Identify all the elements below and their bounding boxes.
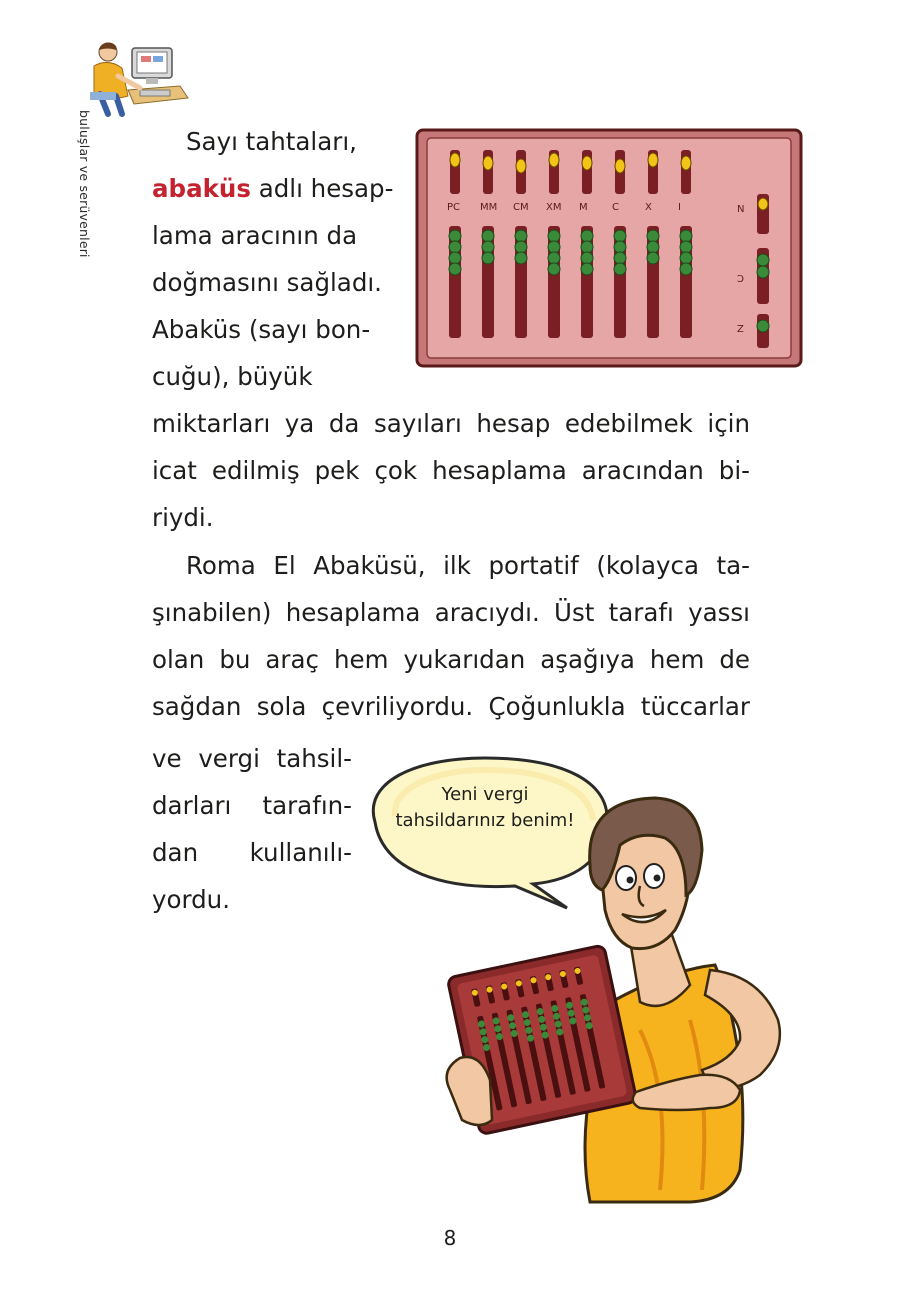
abacus-bead-green <box>581 230 593 242</box>
abacus-bead-green <box>482 230 494 242</box>
abacus-bead-green <box>647 230 659 242</box>
intro-line-2-rest: adlı hesap- <box>250 174 394 203</box>
abacus-bead-green <box>757 254 769 266</box>
abacus-bead-green <box>680 230 692 242</box>
para3-line-4: sağdan sola çevriliyordu. Çoğunlukla tüccarlar <box>152 692 750 721</box>
abacus-column-label: CM <box>513 202 529 213</box>
intro-paragraph <box>152 118 412 400</box>
abacus-bead-green <box>680 263 692 275</box>
abacus-bead-green <box>581 252 593 264</box>
abacus-side-label: Ɔ <box>737 274 745 285</box>
abacus-column-label: MM <box>480 202 498 213</box>
abacus-bead-green <box>680 252 692 264</box>
abacus-bead-yellow <box>681 156 691 170</box>
abacus-bead-green <box>515 241 527 253</box>
abacus-column-label: M <box>579 202 588 213</box>
abacus-bead-green <box>647 241 659 253</box>
abacus-column-label: C <box>612 202 619 213</box>
abacus-bead-green <box>548 263 560 275</box>
intro-line-6: cuğu), büyük <box>152 362 313 391</box>
abacus-bead-green <box>515 230 527 242</box>
intro-line-3: lama aracının da <box>152 221 358 250</box>
abacus-bead-green <box>482 241 494 253</box>
para4-line-4: yordu. <box>152 885 230 914</box>
para3-line-1: Roma El Abaküsü, ilk portatif (kolayca ta- <box>186 551 750 580</box>
abacus-bead-yellow <box>615 159 625 173</box>
intro-line-4: doğmasını sağladı. <box>152 268 382 297</box>
abacus-bead-green <box>449 241 461 253</box>
series-title-text: buluşlar ve serüvenleri <box>77 110 92 258</box>
para4-line-2: darları tarafın- <box>152 791 352 820</box>
keyword-abakus: abaküs <box>152 174 251 203</box>
abacus-column-label: XM <box>546 202 562 213</box>
abacus-bead-yellow <box>516 159 526 173</box>
abacus-bead-yellow <box>648 153 658 167</box>
speech-line-2: tahsildarınız benim! <box>395 810 575 831</box>
paragraph-4 <box>152 735 352 923</box>
series-title <box>78 110 98 300</box>
abacus-bead-green <box>449 230 461 242</box>
abacus-bead-green <box>614 263 626 275</box>
paragraph-3 <box>152 542 750 730</box>
abacus-bead-green <box>581 241 593 253</box>
para4-line-1: ve vergi tahsil- <box>152 744 352 773</box>
abacus-bead-green <box>449 263 461 275</box>
roman-abacus-illustration <box>415 128 803 368</box>
abacus-bead-green <box>482 252 494 264</box>
abacus-bead-green <box>449 252 461 264</box>
page-number: 8 <box>443 1226 457 1250</box>
abacus-column-label: PC <box>447 202 461 213</box>
abacus-bead-yellow <box>483 156 493 170</box>
intro-line-5: Abaküs (sayı bon- <box>152 315 371 344</box>
para3-line-2: şınabilen) hesaplama aracıydı. Üst tarafı yassı <box>152 598 750 627</box>
abacus-bead-green <box>548 230 560 242</box>
abacus-column-label: I <box>678 202 681 213</box>
para4-line-3: dan kullanılı- <box>152 838 352 867</box>
para2-line-3: riydi. <box>152 503 214 532</box>
abacus-bead-green <box>581 263 593 275</box>
abacus-bead-green <box>757 266 769 278</box>
computer-user-logo <box>88 38 192 118</box>
abacus-bead-yellow <box>549 153 559 167</box>
para2-line-2: icat edilmiş pek çok hesaplama aracından bi- <box>152 456 750 485</box>
abacus-column-label: X <box>645 202 652 213</box>
abacus-bead-green <box>647 252 659 264</box>
abacus-bead-yellow <box>582 156 592 170</box>
para3-line-3: olan bu araç hem yukarıdan aşağıya hem de <box>152 645 750 674</box>
abacus-side-label: Z <box>737 324 744 335</box>
abacus-bead-green <box>614 230 626 242</box>
abacus-bead-yellow <box>450 153 460 167</box>
speech-line-1: Yeni vergi <box>441 784 529 805</box>
intro-line-2 <box>152 165 412 212</box>
abacus-bead-green <box>548 252 560 264</box>
tax-collector-illustration <box>440 790 810 1210</box>
abacus-side-label: N <box>737 204 745 215</box>
paragraph-2 <box>152 400 750 541</box>
para2-line-1: miktarları ya da sayıları hesap edebilmek için <box>152 409 750 438</box>
abacus-bead-green <box>614 252 626 264</box>
abacus-bead-green <box>757 320 769 332</box>
abacus-bead-yellow <box>758 198 768 210</box>
abacus-bead-green <box>515 252 527 264</box>
intro-line-1: Sayı tahtaları, <box>186 127 357 156</box>
abacus-bead-green <box>614 241 626 253</box>
abacus-bead-green <box>548 241 560 253</box>
abacus-bead-green <box>680 241 692 253</box>
